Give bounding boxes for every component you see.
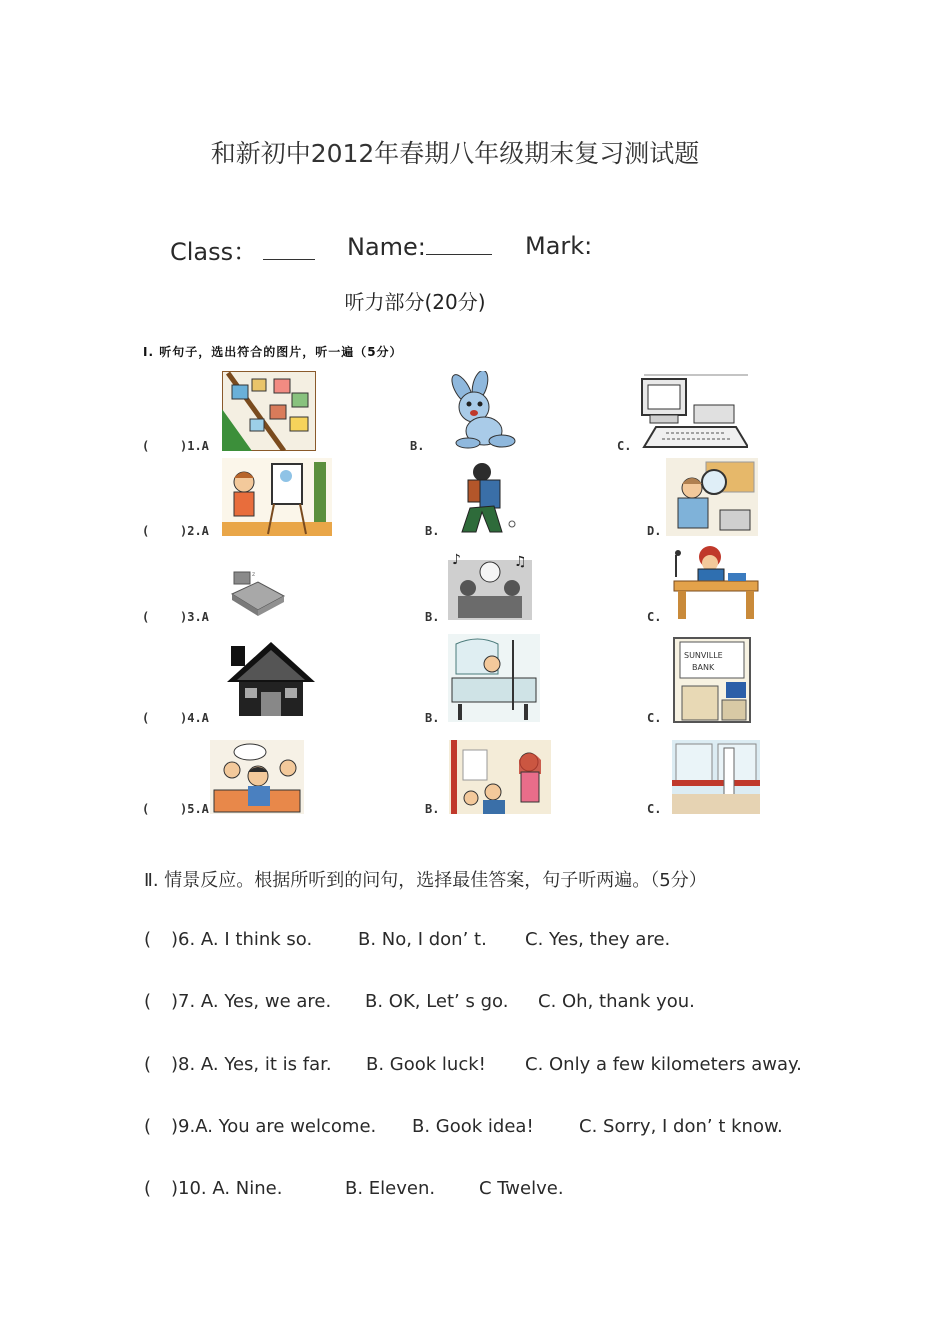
q2-label: )2.A: [180, 524, 209, 538]
q7-option-a: )7. A. Yes, we are.: [171, 991, 332, 1012]
q8-paren: (: [144, 1054, 152, 1075]
classroom-picture: [449, 740, 551, 814]
section1-title: I. 听句子，选出符合的图片，听一遍（5分）: [143, 345, 403, 359]
rabbit-toy-picture: [440, 371, 520, 451]
q1-option-b: B.: [410, 439, 425, 453]
class-blank[interactable]: [263, 237, 315, 260]
q7-paren: (: [144, 991, 152, 1012]
mark-label: Mark:: [525, 232, 593, 260]
q7-option-b: B. OK, Let’ s go.: [365, 991, 509, 1012]
listening-section-title: 听力部分(20分): [344, 290, 486, 314]
man-holding-object-picture: [440, 458, 520, 536]
student-at-desk-picture: [672, 543, 760, 621]
q9-option-c: C. Sorry, I don’ t know.: [579, 1116, 783, 1137]
q8-option-b: B. Gook luck!: [366, 1054, 486, 1075]
q5-label: )5.A: [180, 802, 209, 816]
name-field: [347, 232, 492, 261]
sleeping-bed-picture: [228, 568, 286, 618]
q9-option-b: B. Gook idea!: [412, 1116, 534, 1137]
bank-building-picture: [672, 636, 752, 724]
svg-text:z: z: [252, 571, 256, 578]
q5-paren: (: [142, 802, 150, 816]
q4-option-b: B.: [425, 711, 440, 725]
q9-option-a: )9.A. You are welcome.: [171, 1116, 377, 1137]
people-talking-picture: [210, 740, 304, 814]
man-with-magnifier-picture: [666, 458, 758, 536]
q10-option-a: )10. A. Nine.: [171, 1178, 283, 1199]
q2-paren: (: [142, 524, 150, 538]
svg-text:♪: ♪: [452, 552, 461, 568]
q1-label: )1.A: [180, 439, 209, 453]
q4-option-c: C.: [647, 711, 662, 725]
photo-album-picture: [222, 371, 316, 451]
q1-option-c: C.: [617, 439, 632, 453]
band-music-picture: [448, 550, 532, 620]
girl-painting-picture: [222, 458, 332, 536]
q4-paren: (: [142, 711, 150, 725]
q6-paren: (: [144, 929, 152, 950]
q10-option-b: B. Eleven.: [345, 1178, 436, 1199]
computer-picture: [636, 371, 748, 451]
q1-paren: (: [142, 439, 150, 453]
bank-sign-line2: BANK: [692, 663, 715, 672]
q10-option-c: C Twelve.: [479, 1178, 564, 1199]
q10-paren: (: [144, 1178, 152, 1199]
q8-option-c: C. Only a few kilometers away.: [525, 1054, 802, 1075]
q7-option-c: C. Oh, thank you.: [538, 991, 695, 1012]
q2-option-b: B.: [425, 524, 440, 538]
q3-paren: (: [142, 610, 150, 624]
q8-option-a: )8. A. Yes, it is far.: [171, 1054, 332, 1075]
page-title: 和新初中2012年春期八年级期末复习测试题: [210, 139, 700, 168]
q4-label: )4.A: [180, 711, 209, 725]
svg-text:♫: ♫: [514, 554, 527, 570]
q5-option-b: B.: [425, 802, 440, 816]
q6-option-c: C. Yes, they are.: [525, 929, 671, 950]
section2-title: Ⅱ. 情景反应。根据所听到的问句，选择最佳答案，句子听两遍。（5分）: [144, 870, 707, 891]
house-picture: [225, 638, 317, 720]
q9-paren: (: [144, 1116, 152, 1137]
class-label: Class：: [170, 238, 258, 266]
window-scene-picture: [672, 740, 760, 814]
q3-label: )3.A: [180, 610, 209, 624]
q6-option-a: )6. A. I think so.: [171, 929, 313, 950]
hospital-bed-picture: [448, 634, 540, 722]
bank-sign-line1: SUNVILLE: [684, 651, 723, 660]
class-field: [170, 232, 315, 267]
q3-option-b: B.: [425, 610, 440, 624]
q2-option-d: D.: [647, 524, 662, 538]
name-label: Name:: [347, 233, 426, 261]
q5-option-c: C.: [647, 802, 662, 816]
name-blank[interactable]: [426, 232, 492, 255]
q6-option-b: B. No, I don’ t.: [358, 929, 487, 950]
q3-option-c: C.: [647, 610, 662, 624]
